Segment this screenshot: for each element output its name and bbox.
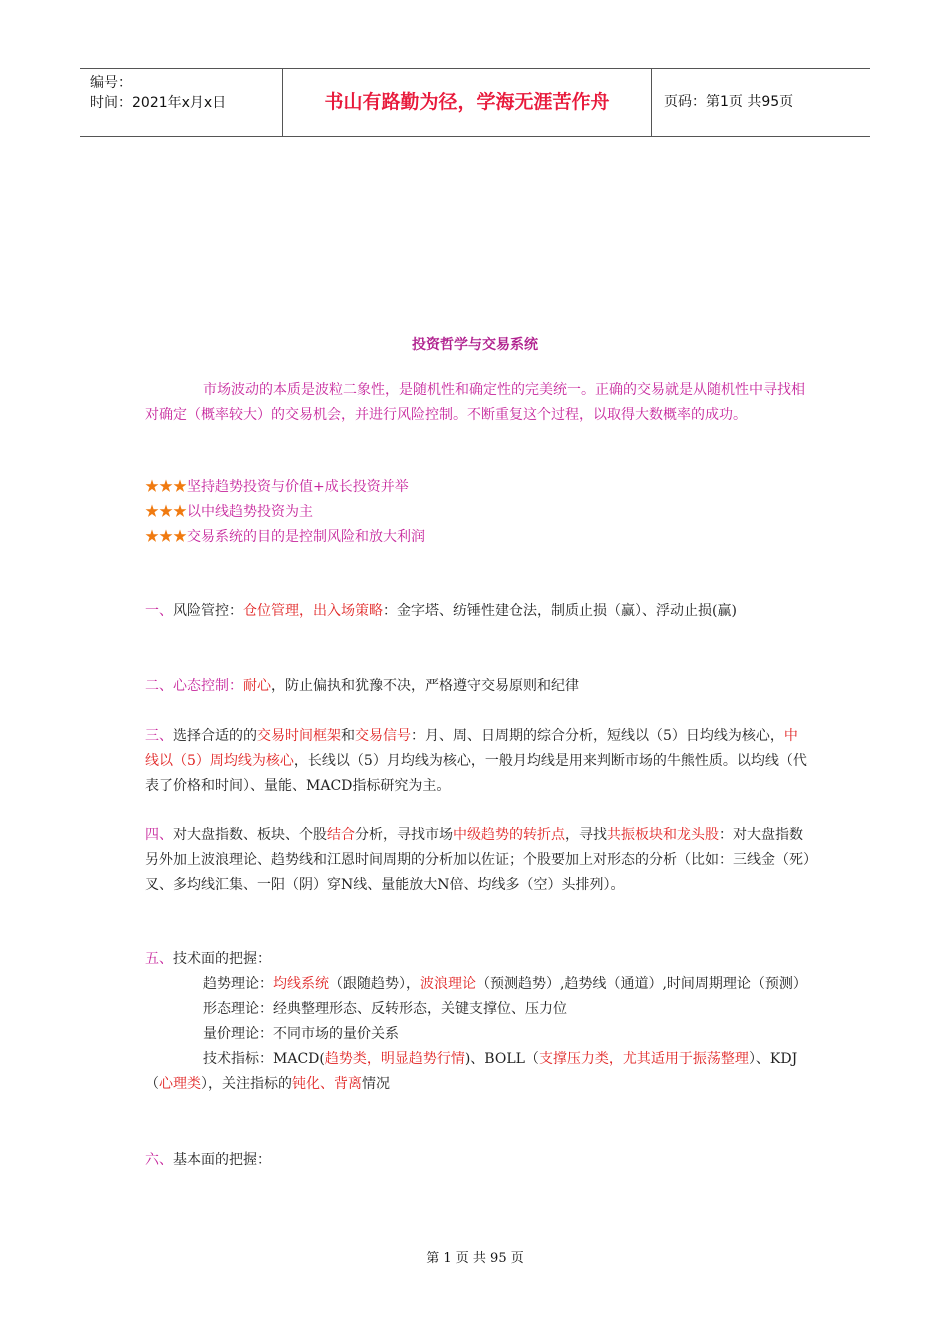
header-page-label: 页码：第1页 共95页 <box>664 94 794 110</box>
document-title: 投资哲学与交易系统 <box>412 337 538 353</box>
intro-paragraph: 市场波动的本质是波粒二象性，是随机性和确定性的完美统一。正确的交易就是从随机性中寻找相对确定（概率较大）的交易机会，并进行风险控制。不断重复这个过程，以取得大数概率的成功。 <box>145 382 805 423</box>
section-technical <box>145 947 810 1097</box>
header-motto: 书山有路勤为径，学海无涯苦作舟 <box>282 69 652 136</box>
volume-theory-line: 量价理论：不同市场的量价关系 <box>203 1026 399 1042</box>
section-fundamental: 六、基本面的把握： <box>145 1152 271 1168</box>
pattern-theory-line: 形态理论：经典整理形态、反转形态，关键支撑位、压力位 <box>203 1001 567 1017</box>
time-label: 时间：2021年x月x日 <box>90 95 227 111</box>
page-footer: 第 1 页 共 95 页 <box>426 1251 524 1266</box>
section-market-analysis: 四、对大盘指数、板块、个股结合分析，寻找市场中级趋势的转折点，寻找共振板块和龙头股：对大盘指数另外加上波浪理论、趋势线和江恩时间周期的分析加以佐证；个股要加上对形态的分析（比如：三线金（死）叉、多均线汇集、一阳（阴）穿N线、量能放大N倍、均线多（空）头排列）。 <box>145 827 810 893</box>
section-technical-heading: 五、技术面的把握： <box>145 951 271 967</box>
indicator-line: 技术指标：MACD(趋势类，明显趋势行情)、BOLL（支撑压力类，尤其适用于振荡整理）、KDJ（心理类），关注指标的钝化、背离情况 <box>145 1051 798 1092</box>
principle-item: ★★★以中线趋势投资为主 <box>145 504 313 520</box>
principle-item: ★★★坚持趋势投资与价值+成长投资并举 <box>145 479 409 495</box>
header-meta <box>80 69 282 136</box>
principles-list <box>145 475 810 550</box>
star-icon: ★★★ <box>145 504 187 520</box>
trend-theory-line: 趋势理论：均线系统（跟随趋势），波浪理论（预测趋势）,趋势线（通道）,时间周期理论（预测） <box>203 976 807 992</box>
number-label: 编号： <box>90 75 132 91</box>
star-icon: ★★★ <box>145 479 187 495</box>
page-header <box>80 68 870 137</box>
section-risk-control: 一、风险管控：仓位管理，出入场策略：金字塔、纺锤性建仓法，制质止损（赢）、浮动止损(赢) <box>145 603 737 619</box>
principle-item: ★★★交易系统的目的是控制风险和放大利润 <box>145 529 425 545</box>
star-icon: ★★★ <box>145 529 187 545</box>
section-timeframe: 三、选择合适的的交易时间框架和交易信号：月、周、日周期的综合分析，短线以（5）日均线为核心，中线以（5）周均线为核心，长线以（5）月均线为核心，一般月均线是用来判断市场的牛熊性质。以均线（代表了价格和时间）、量能、MACD指标研究为主。 <box>145 728 807 794</box>
section-mindset: 二、心态控制：耐心，防止偏执和犹豫不决，严格遵守交易原则和纪律 <box>145 678 579 694</box>
